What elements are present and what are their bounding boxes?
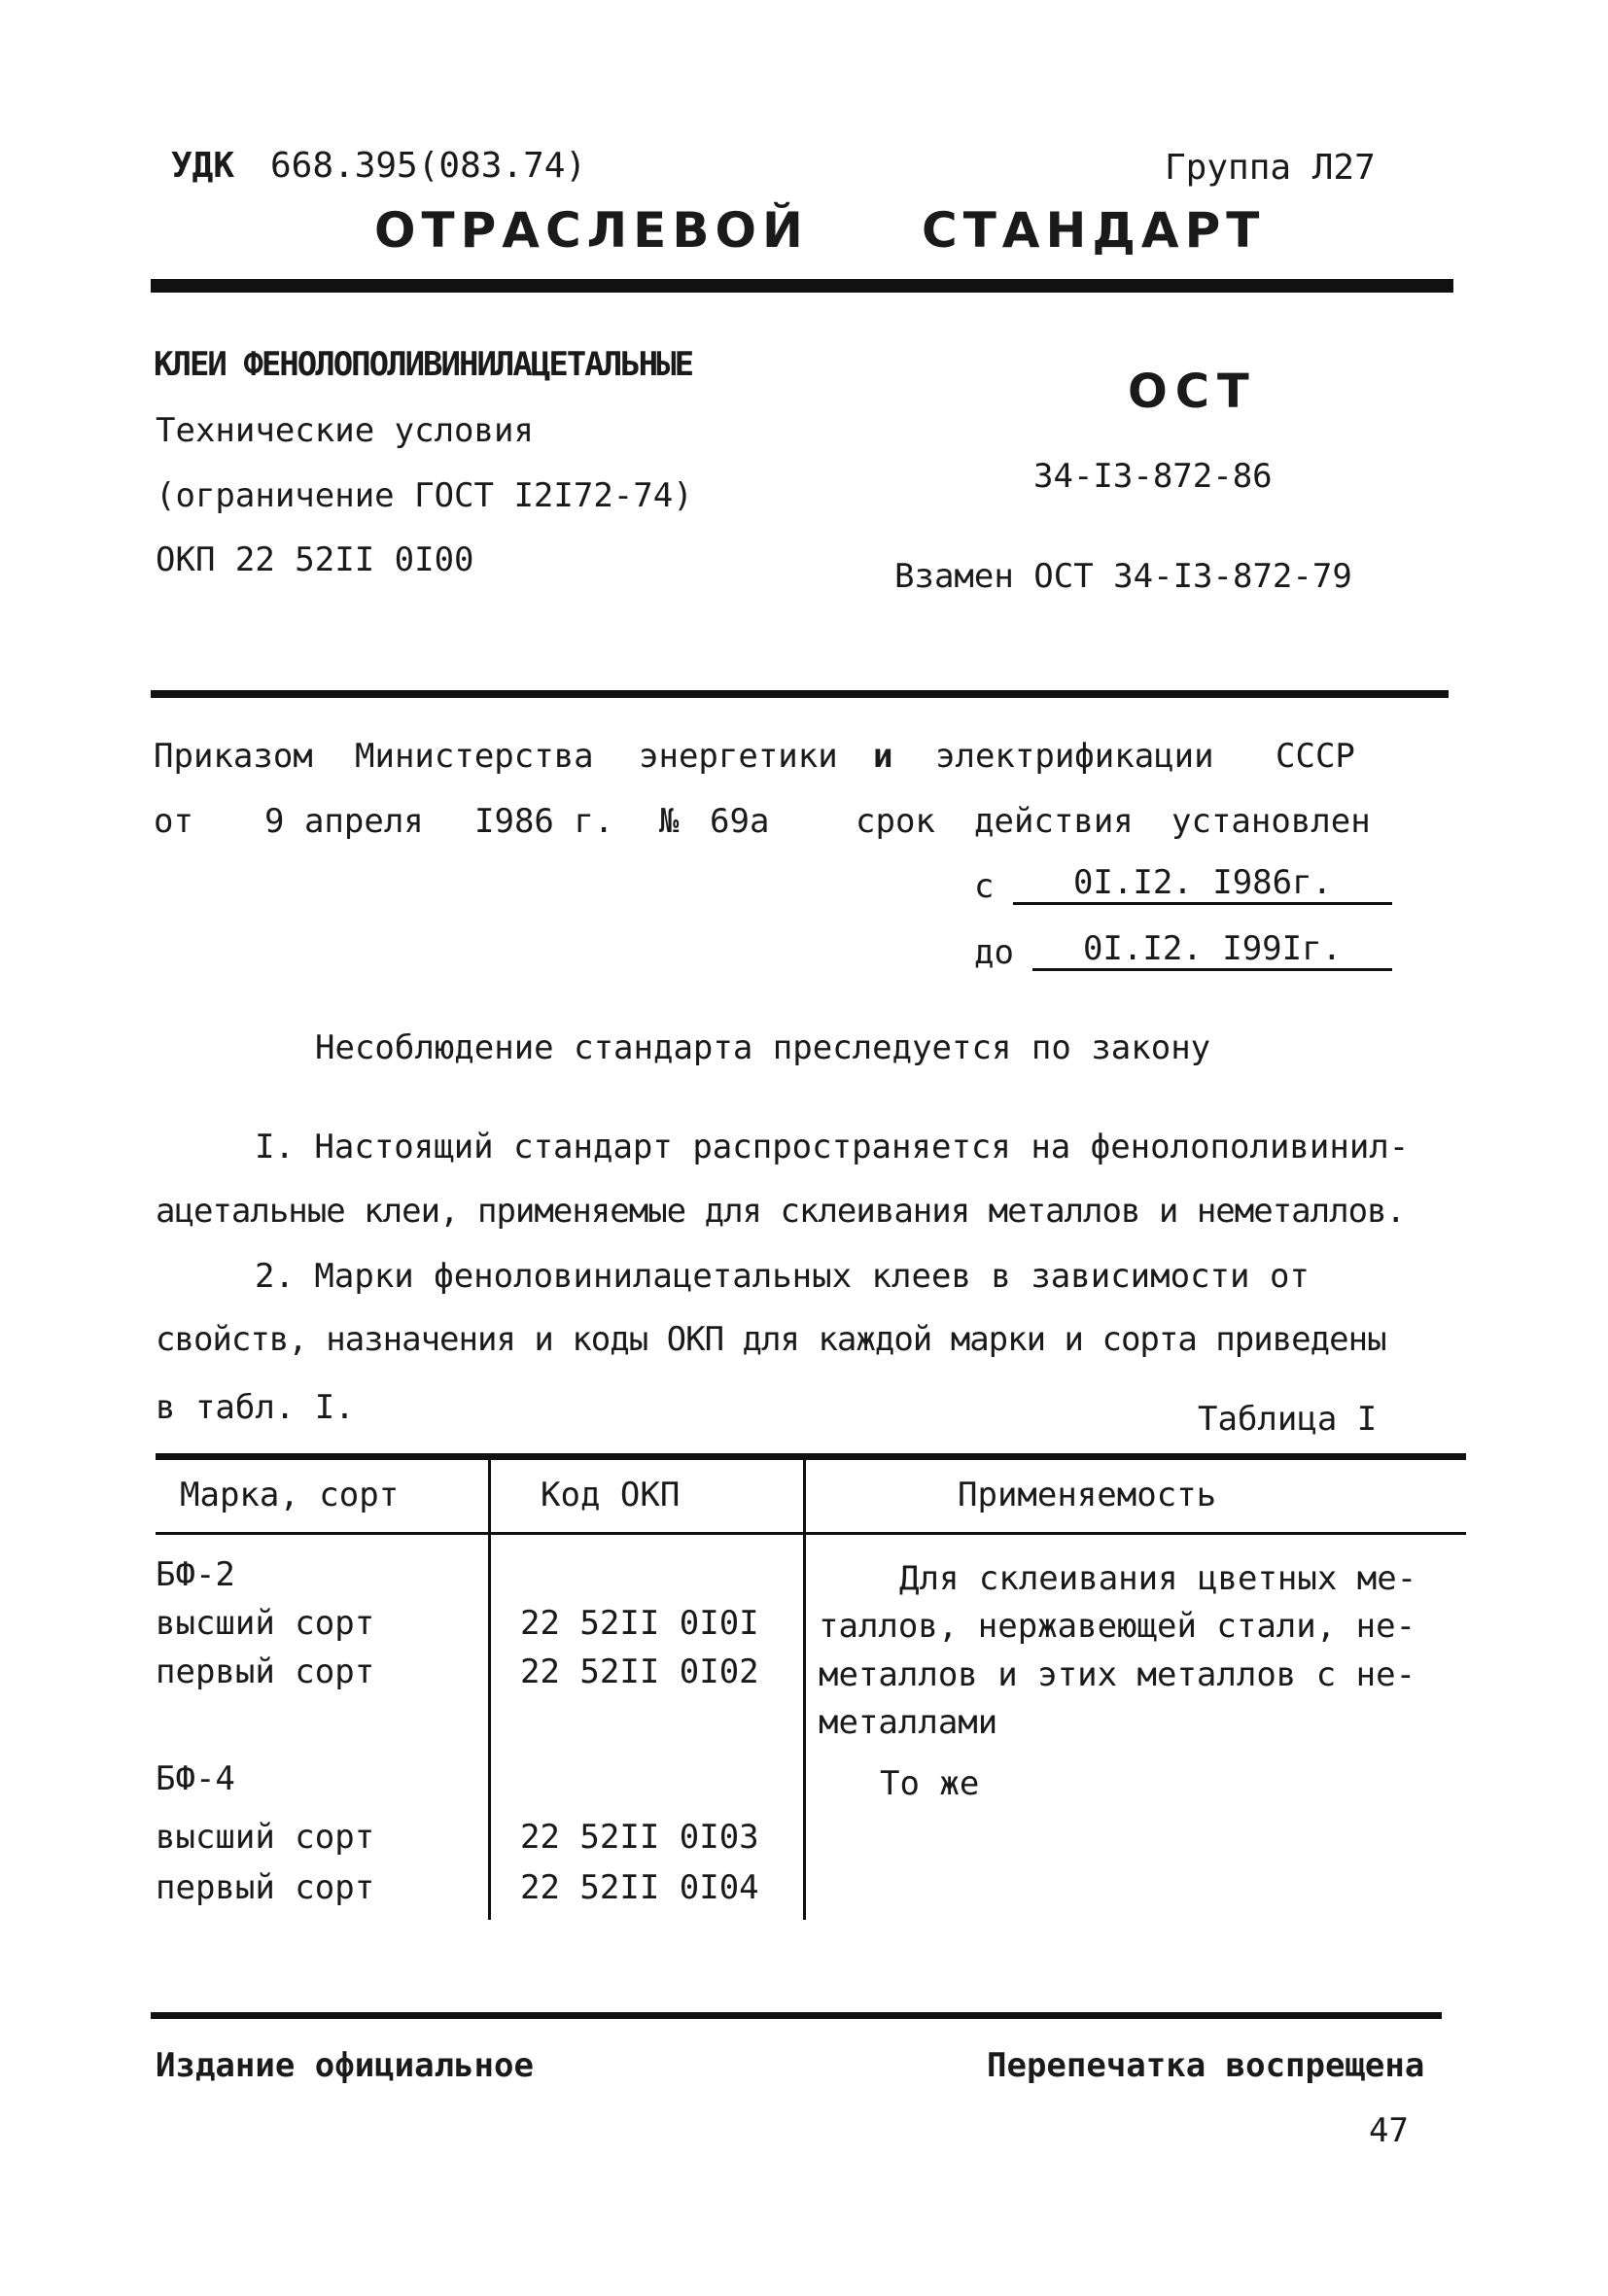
bf2-code-1: 22 52II 0I0I <box>520 1604 759 1643</box>
footer-reprint-notice: Перепечатка воспрещена <box>987 2046 1425 2085</box>
order-number: 69а <box>710 802 770 841</box>
table-header-code: Код ОКП <box>541 1476 681 1514</box>
product-subtitle: Технические условия <box>156 411 534 450</box>
table-top-rule <box>156 1453 1466 1460</box>
product-restriction: (ограничение ГОСТ I2I72-74) <box>156 476 693 515</box>
ost-number: 34-I3-872-86 <box>1033 457 1273 496</box>
bf4-code-2: 22 52II 0I04 <box>520 1868 759 1907</box>
law-notice: Несоблюдение стандарта преследуется по закону <box>315 1028 1211 1067</box>
footer-rule <box>151 2012 1442 2019</box>
from-label: с <box>974 867 995 906</box>
header-rule <box>151 279 1453 293</box>
order-from-word: от <box>154 802 193 841</box>
order-word-6: СССР <box>1276 737 1355 776</box>
to-label: до <box>974 933 1014 972</box>
product-rule <box>151 690 1449 698</box>
order-year: I986 г. <box>474 802 614 841</box>
paragraph-2-line-1: 2. Марки феноловинилацетальных клеев в зависимости от <box>255 1257 1310 1296</box>
paragraph-1-line-1: I. Настоящий стандарт распространяется на фенолополивинил- <box>255 1128 1410 1166</box>
bf2-grade-2: первый сорт <box>156 1652 375 1691</box>
group-label: Группа Л27 <box>1165 148 1376 188</box>
bf2-usage-line-3: металлов и этих металлов с не- <box>819 1655 1416 1694</box>
from-date: 0I.I2. I986г. <box>1013 863 1392 905</box>
udk-value: 668.395(083.74) <box>270 146 587 186</box>
page-number: 47 <box>1369 2111 1409 2150</box>
title-left: ОТРАСЛЕВОЙ <box>374 202 809 259</box>
footer-edition: Издание официальное <box>156 2046 534 2085</box>
table-header-rule <box>156 1532 1466 1535</box>
order-word-1: Приказом <box>154 737 313 776</box>
bf2-usage-line-4: металлами <box>819 1703 998 1742</box>
paragraph-2-line-3: в табл. I. <box>156 1388 355 1427</box>
bf2-grade-1: высший сорт <box>156 1604 375 1643</box>
replaces-label: Взамен ОСТ 34-I3-872-79 <box>894 557 1352 596</box>
bf2-mark: БФ-2 <box>156 1555 235 1594</box>
bf4-code-1: 22 52II 0I03 <box>520 1818 759 1857</box>
paragraph-2-line-2: свойств, назначения и коды ОКП для каждой марки и сорта приведены <box>156 1320 1386 1359</box>
bf2-usage-line-1: Для склеивания цветных ме- <box>899 1559 1417 1598</box>
ost-label: ОСТ <box>1128 365 1257 419</box>
product-name: КЛЕИ ФЕНОЛОПОЛИВИНИЛАЦЕТАЛЬНЫЕ <box>154 345 693 384</box>
order-word-4: и <box>873 737 893 776</box>
term-word-2: действия <box>974 802 1134 841</box>
title-right: СТАНДАРТ <box>922 202 1266 259</box>
product-okp: ОКП 22 52II 0I00 <box>156 540 474 579</box>
udk-label: УДК <box>171 146 235 186</box>
paragraph-1-line-2: ацетальные клеи, применяемые для склеивания металлов и неметаллов. <box>156 1192 1406 1231</box>
bf2-usage-line-2: таллов, нержавеющей стали, не- <box>819 1607 1416 1646</box>
table-col-divider-2 <box>803 1458 806 1920</box>
order-date: 9 апреля <box>264 802 424 841</box>
order-word-2: Министерства <box>355 737 594 776</box>
table-col-divider-1 <box>488 1458 491 1920</box>
term-word-3: установлен <box>1171 802 1371 841</box>
order-number-sign: № <box>659 802 680 841</box>
table-header-usage: Применяемость <box>958 1476 1217 1514</box>
term-word-1: срок <box>856 802 935 841</box>
bf4-mark: БФ-4 <box>156 1759 235 1798</box>
bf4-usage: То же <box>880 1764 980 1803</box>
bf4-grade-1: высший сорт <box>156 1818 375 1857</box>
bf4-grade-2: первый сорт <box>156 1868 375 1907</box>
table-caption: Таблица I <box>1198 1400 1378 1439</box>
bf2-code-2: 22 52II 0I02 <box>520 1652 759 1691</box>
to-date: 0I.I2. I99Iг. <box>1032 929 1392 971</box>
table-header-mark: Марка, сорт <box>180 1476 400 1514</box>
order-word-5: электрификации <box>935 737 1214 776</box>
order-word-3: энергетики <box>639 737 838 776</box>
